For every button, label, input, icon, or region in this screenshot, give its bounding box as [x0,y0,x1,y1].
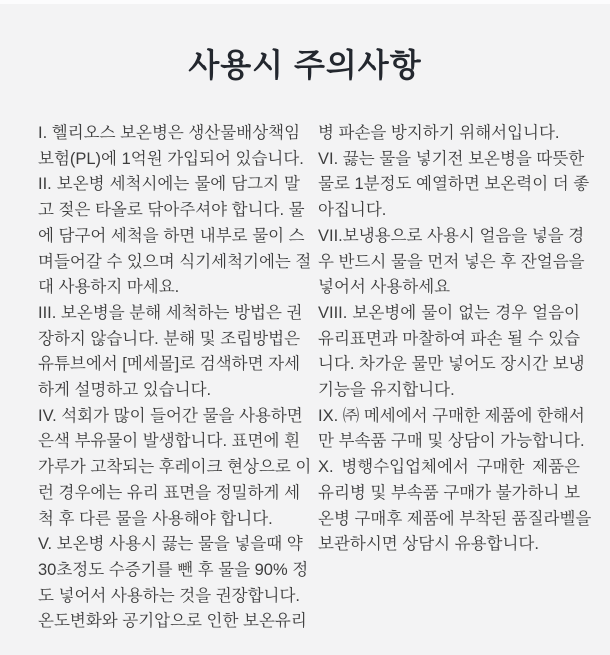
text-line: 대 사용하지 마세요. [38,278,180,297]
text-line: 장하지 않습니다. 분해 및 조립방법은 [38,329,301,348]
left-column [38,121,312,635]
text-line: 우 반드시 물을 먼저 넣은 후 잔얼음을 [318,252,585,271]
text-line: 은색 부유물이 발생합니다. 표면에 흰 [38,432,301,451]
text-line: 넣어서 사용하세요 [318,278,451,297]
text-line: 기능을 유지합니다. [318,381,455,400]
text-line: 유리표면과 마찰하여 파손 될 수 있습 [318,329,581,348]
text-line: V. 보온병 사용시 끓는 물을 넣을때 약 [38,535,303,554]
text-line: 척 후 다른 물을 사용해야 합니다. [38,509,273,528]
text-line: 에 담구어 세척을 하면 내부로 물이 스 [38,226,305,245]
text-line: 온병 구매후 제품에 부착된 품질라벨을 [318,509,592,528]
text-line: III. 보온병을 분해 세척하는 방법은 권 [38,303,303,322]
text-line: 런 경우에는 유리 표면을 정밀하게 세 [38,483,301,502]
text-line: X. 병행수입업체에서 구매한 제품은 [318,458,580,477]
text-line: 가루가 고착되는 후레이크 현상으로 이 [38,458,312,477]
text-line: 하게 설명하고 있습니다. [38,381,212,400]
text-line: 30초정도 수증기를 뺀 후 물을 90% 정 [38,560,309,579]
text-line: VIII. 보온병에 물이 없는 경우 얼음이 [318,303,580,322]
text-line: 유튜브에서 [메세몰]로 검색하면 자세 [38,355,301,374]
text-line: 며들어갈 수 있으며 식기세척기에는 절 [38,252,312,271]
text-line: 보험(PL)에 1억원 가입되어 있습니다. [38,149,304,168]
text-line: IV. 석회가 많이 들어간 물을 사용하면 [38,406,303,425]
text-line: 고 젖은 타올로 닦아주셔야 합니다. 물 [38,201,305,220]
text-line: 만 부속품 구매 및 상담이 가능합니다. [318,432,585,451]
text-line: 니다. 차가운 물만 넣어도 장시간 보냉 [318,355,585,374]
text-line: IX. ㈜ 메세에서 구매한 제품에 한해서 [318,406,585,425]
text-line: 아집니다. [318,201,387,220]
notice-body [0,84,610,635]
text-line: 물로 1분정도 예열하면 보온력이 더 좋 [318,175,590,194]
top-edge-highlight [0,0,610,4]
right-column [318,121,592,635]
text-line: I. 헬리오스 보온병은 생산물배상책임 [38,124,301,142]
text-line: II. 보온병 세척시에는 물에 담그지 말 [38,175,300,194]
text-line: 보관하시면 상담시 유용합니다. [318,535,539,554]
text-line: 병 파손을 방지하기 위해서입니다. [318,124,560,142]
page-title: 사용시 주의사항 [188,47,422,83]
text-line: VII.보냉용으로 사용시 얼음을 넣을 경 [318,226,585,245]
text-line: VI. 끓는 물을 넣기전 보온병을 따뜻한 [318,149,585,168]
text-line: 도 넣어서 사용하는 것을 권장합니다. [38,586,301,605]
text-line: 유리병 및 부속품 구매가 불가하니 보 [318,483,581,502]
text-line: 온도변화와 공기압으로 인한 보온유리 [38,612,307,631]
